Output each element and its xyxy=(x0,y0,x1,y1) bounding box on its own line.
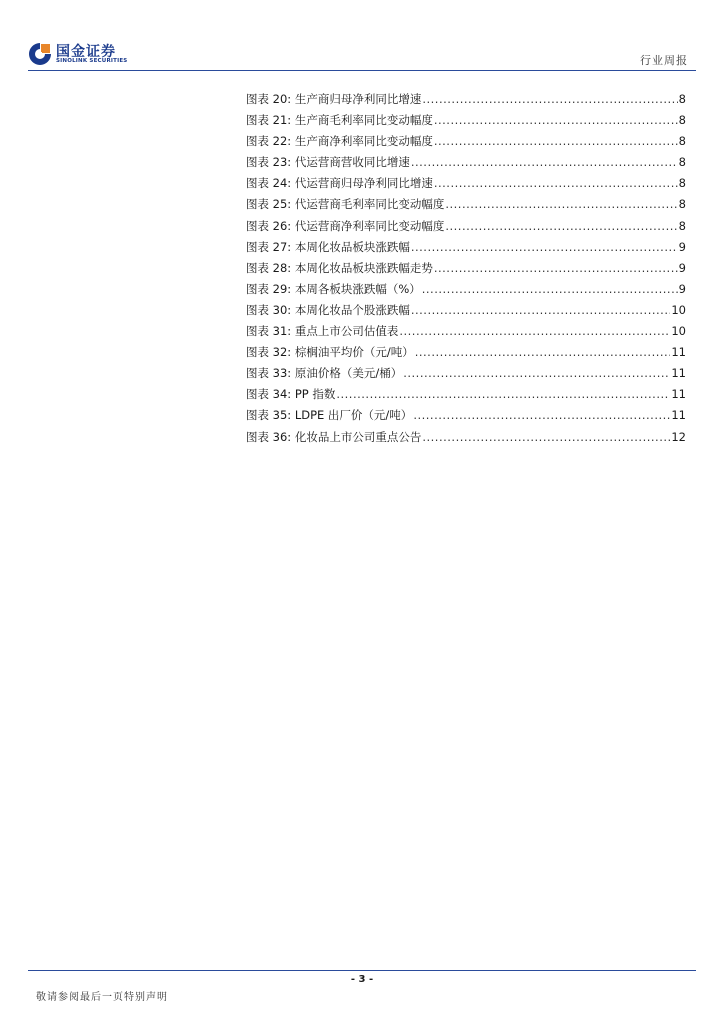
toc-entry[interactable] xyxy=(246,279,686,300)
toc-entry-page: 10 xyxy=(671,324,686,339)
toc-dot-leader xyxy=(411,237,678,258)
toc-entry[interactable] xyxy=(246,342,686,363)
brand-logo xyxy=(28,42,158,70)
toc-entry-page: 8 xyxy=(678,176,686,191)
toc-entry-page: 8 xyxy=(678,197,686,212)
toc-entry-page: 10 xyxy=(671,302,686,317)
toc-entry-page: 11 xyxy=(671,387,686,402)
toc-entry-page: 8 xyxy=(678,113,686,128)
toc-entry-label: 图表 32: 棕榈油平均价（元/吨） xyxy=(246,345,414,360)
toc-entry-page: 12 xyxy=(671,429,686,444)
toc-dot-leader xyxy=(422,427,670,448)
toc-entry[interactable] xyxy=(246,216,686,237)
toc-entry[interactable] xyxy=(246,363,686,384)
toc-entry[interactable] xyxy=(246,300,686,321)
toc-entry-label: 图表 22: 生产商净利率同比变动幅度 xyxy=(246,134,433,149)
page-number: - 3 - xyxy=(350,974,374,985)
toc-entry-label: 图表 31: 重点上市公司估值表 xyxy=(246,324,399,339)
toc-entry[interactable] xyxy=(246,384,686,405)
toc-entry-label: 图表 30: 本周化妆品个股涨跌幅 xyxy=(246,302,410,317)
toc-entry-label: 图表 27: 本周化妆品板块涨跌幅 xyxy=(246,239,410,254)
toc-entry-label: 图表 34: PP 指数 xyxy=(246,387,336,402)
toc-entry-label: 图表 21: 生产商毛利率同比变动幅度 xyxy=(246,113,433,128)
toc-entry-label: 图表 36: 化妆品上市公司重点公告 xyxy=(246,429,422,444)
page-header xyxy=(0,0,724,70)
toc-entry-page: 9 xyxy=(678,281,686,296)
toc-entry[interactable] xyxy=(246,321,686,342)
toc-dot-leader xyxy=(434,258,678,279)
toc-entry-page: 9 xyxy=(678,239,686,254)
brand-name-cn: 国金证券 xyxy=(56,44,116,60)
toc-dot-leader xyxy=(399,321,670,342)
toc-entry[interactable] xyxy=(246,110,686,131)
toc-dot-leader xyxy=(415,342,671,363)
toc-entry-label: 图表 24: 代运营商归母净利同比增速 xyxy=(246,176,433,191)
toc-dot-leader xyxy=(336,384,670,405)
toc-entry-label: 图表 28: 本周化妆品板块涨跌幅走势 xyxy=(246,260,433,275)
toc-entry[interactable] xyxy=(246,237,686,258)
toc-dot-leader xyxy=(422,279,678,300)
toc-entry-label: 图表 26: 代运营商净利率同比变动幅度 xyxy=(246,218,445,233)
toc-dot-leader xyxy=(422,89,677,110)
toc-entry[interactable] xyxy=(246,173,686,194)
toc-entry-page: 11 xyxy=(671,408,686,423)
brand-name-en: SINOLINK SECURITIES xyxy=(56,58,128,64)
toc-dot-leader xyxy=(434,110,678,131)
toc-entry-label: 图表 29: 本周各板块涨跌幅（%） xyxy=(246,281,421,296)
toc-entry[interactable] xyxy=(246,405,686,426)
header-divider xyxy=(28,70,696,71)
toc-entry-label: 图表 23: 代运营商营收同比增速 xyxy=(246,155,410,170)
toc-dot-leader xyxy=(411,300,671,321)
toc-entry-label: 图表 33: 原油价格（美元/桶） xyxy=(246,366,403,381)
toc-dot-leader xyxy=(434,173,678,194)
toc-entry-page: 9 xyxy=(678,260,686,275)
toc-entry-page: 11 xyxy=(671,366,686,381)
toc-entry[interactable] xyxy=(246,152,686,173)
toc-entry-label: 图表 20: 生产商归母净利同比增速 xyxy=(246,92,422,106)
toc-entry-page: 8 xyxy=(678,134,686,149)
toc-entry[interactable] xyxy=(246,427,686,448)
toc-dot-leader xyxy=(403,363,670,384)
toc-dot-leader xyxy=(411,152,678,173)
report-type-label: 行业周报 xyxy=(640,54,688,67)
figure-table-of-contents xyxy=(246,89,686,448)
toc-entry[interactable] xyxy=(246,258,686,279)
toc-entry-page: 11 xyxy=(671,345,686,360)
toc-dot-leader xyxy=(434,131,678,152)
toc-dot-leader xyxy=(413,405,670,426)
footer-disclaimer: 敬请参阅最后一页特别声明 xyxy=(36,992,168,1003)
toc-entry-page: 8 xyxy=(678,218,686,233)
toc-dot-leader xyxy=(445,216,677,237)
toc-entry-page: 8 xyxy=(678,92,686,106)
toc-entry[interactable] xyxy=(246,131,686,152)
sinolink-logo-icon xyxy=(28,42,52,68)
toc-entry-label: 图表 25: 代运营商毛利率同比变动幅度 xyxy=(246,197,445,212)
toc-dot-leader xyxy=(445,194,677,215)
toc-entry[interactable] xyxy=(246,89,686,110)
toc-entry-page: 8 xyxy=(678,155,686,170)
footer-divider xyxy=(28,970,696,971)
toc-entry[interactable] xyxy=(246,194,686,215)
toc-entry-label: 图表 35: LDPE 出厂价（元/吨） xyxy=(246,408,413,423)
